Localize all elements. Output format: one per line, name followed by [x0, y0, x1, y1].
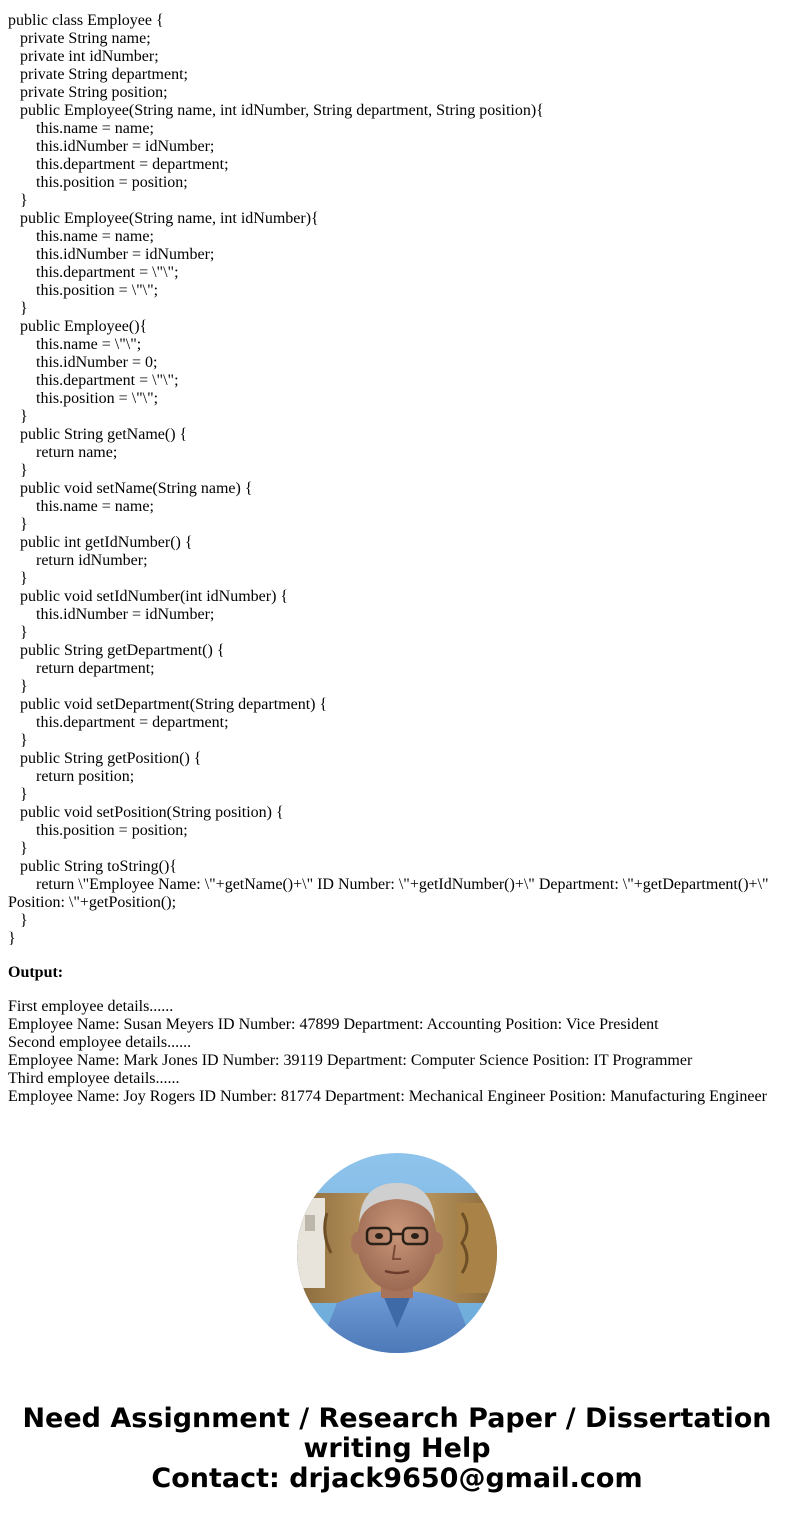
code-line: private String position;: [8, 84, 168, 101]
code-line: this.position = position;: [8, 174, 188, 191]
code-line: public void setName(String name) {: [8, 480, 253, 497]
code-line: this.name = name;: [8, 120, 154, 137]
output-line: First employee details......: [8, 998, 174, 1015]
code-line: return \"Employee Name: \"+getName()+\" ID Number: \"+getIdNumber()+\" Department: \"+getDepartment()+\" Position: \"+getPosition();: [8, 876, 773, 911]
code-line: }: [8, 732, 28, 749]
code-line: }: [8, 570, 28, 587]
contact-banner: [0, 1404, 794, 1494]
code-line: public Employee(String name, int idNumber){: [8, 210, 319, 227]
code-line: }: [8, 912, 28, 929]
code-listing: [8, 12, 786, 948]
code-line: this.position = position;: [8, 822, 188, 839]
output-line: Second employee details......: [8, 1034, 192, 1051]
code-line: this.idNumber = idNumber;: [8, 138, 215, 155]
code-line: }: [8, 840, 28, 857]
author-portrait: [297, 1153, 497, 1353]
code-line: public String toString(){: [8, 858, 178, 875]
banner-subline: writing Help: [303, 1433, 491, 1464]
code-line: public class Employee {: [8, 12, 164, 29]
code-line: public String getPosition() {: [8, 750, 202, 767]
code-line: this.department = department;: [8, 156, 229, 173]
code-line: this.idNumber = idNumber;: [8, 606, 215, 623]
code-line: }: [8, 786, 28, 803]
code-line: }: [8, 624, 28, 641]
code-line: public void setDepartment(String department) {: [8, 696, 328, 713]
code-line: public String getDepartment() {: [8, 642, 225, 659]
banner-contact-email: Contact: drjack9650@gmail.com: [151, 1463, 643, 1494]
code-line: return department;: [8, 660, 155, 677]
code-line: private int idNumber;: [8, 48, 159, 65]
code-line: this.idNumber = 0;: [8, 354, 158, 371]
output-line: Employee Name: Susan Meyers ID Number: 47899 Department: Accounting Position: Vice President: [8, 1016, 659, 1033]
output-listing: [8, 998, 788, 1106]
code-line: public String getName() {: [8, 426, 188, 443]
output-line: Third employee details......: [8, 1070, 180, 1087]
code-line: public Employee(){: [8, 318, 148, 335]
code-line: public void setPosition(String position) {: [8, 804, 284, 821]
code-line: this.department = \"\";: [8, 264, 179, 281]
code-line: this.name = name;: [8, 228, 154, 245]
code-line: return position;: [8, 768, 135, 785]
output-heading: Output:: [8, 964, 64, 981]
code-line: public int getIdNumber() {: [8, 534, 193, 551]
code-line: this.idNumber = idNumber;: [8, 246, 215, 263]
code-line: public Employee(String name, int idNumber, String department, String position){: [8, 102, 544, 119]
output-line: Employee Name: Mark Jones ID Number: 39119 Department: Computer Science Position: IT Programmer: [8, 1052, 693, 1069]
code-line: }: [8, 300, 28, 317]
portrait-image: [297, 1153, 497, 1353]
code-line: this.position = \"\";: [8, 390, 159, 407]
code-line: this.name = \"\";: [8, 336, 142, 353]
code-line: }: [8, 930, 16, 947]
code-line: }: [8, 516, 28, 533]
code-line: private String name;: [8, 30, 151, 47]
code-line: this.department = department;: [8, 714, 229, 731]
code-line: }: [8, 678, 28, 695]
code-line: private String department;: [8, 66, 188, 83]
code-line: public void setIdNumber(int idNumber) {: [8, 588, 289, 605]
code-line: }: [8, 462, 28, 479]
code-line: this.department = \"\";: [8, 372, 179, 389]
output-line: Employee Name: Joy Rogers ID Number: 81774 Department: Mechanical Engineer Position: Manufacturing Engineer: [8, 1088, 767, 1105]
code-line: return idNumber;: [8, 552, 148, 569]
code-line: }: [8, 408, 28, 425]
code-line: return name;: [8, 444, 118, 461]
code-line: this.position = \"\";: [8, 282, 159, 299]
banner-headline: Need Assignment / Research Paper / Dissertation: [22, 1403, 772, 1434]
code-line: }: [8, 192, 28, 209]
code-line: this.name = name;: [8, 498, 154, 515]
